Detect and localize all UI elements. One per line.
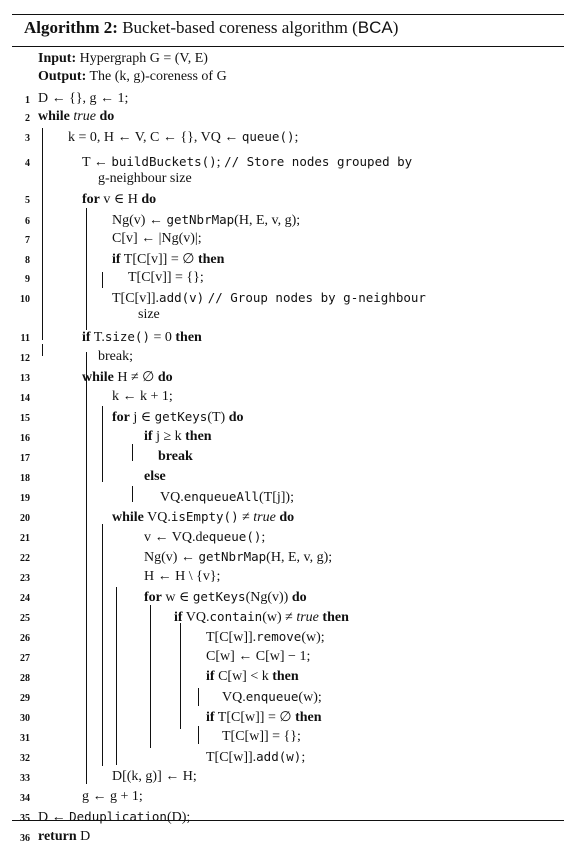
line-number: 12: [20, 353, 30, 364]
line-number: 9: [25, 274, 30, 285]
code-line: [12, 306, 564, 326]
code-line: [12, 568, 564, 588]
line-number: 28: [20, 673, 30, 684]
algorithm-abbrev: BCA: [357, 18, 393, 37]
code-line: [12, 368, 564, 388]
code-text: if T.size() = 0 then: [82, 329, 202, 345]
code-line: [12, 468, 564, 488]
code-line: [12, 588, 564, 608]
indent-guide: [86, 352, 87, 784]
indent-guide: [150, 605, 151, 748]
code-line: [12, 688, 564, 708]
code-text: C[w] ← C[w] − 1;: [206, 649, 311, 664]
code-text: size: [138, 307, 160, 322]
line-number: 2: [25, 113, 30, 124]
line-number: 30: [20, 713, 30, 724]
code-line: [12, 528, 564, 548]
line-number: 24: [20, 593, 30, 604]
output-line: [12, 68, 564, 88]
indent-guide: [132, 486, 133, 502]
line-number: 11: [20, 333, 30, 344]
code-line: [12, 768, 564, 788]
top-rule: [12, 14, 564, 15]
code-line: [12, 128, 564, 148]
code-text: T[C[w]].add(w);: [206, 749, 306, 765]
code-line: [12, 828, 564, 848]
code-line: [12, 108, 564, 128]
code-line: [12, 628, 564, 648]
indent-guide: [102, 524, 103, 766]
line-number: 3: [25, 133, 30, 144]
algorithm-box: [12, 8, 564, 844]
code-text: H ← H \ {v};: [144, 569, 221, 584]
code-line: [12, 269, 564, 289]
code-text: return D: [38, 829, 91, 844]
code-text: while H ≠ ∅ do: [82, 370, 173, 385]
code-text: T[C[w]] = {};: [222, 729, 301, 744]
code-text: else: [144, 469, 166, 484]
line-number: 31: [20, 733, 30, 744]
code-line: [12, 448, 564, 468]
code-line: [12, 608, 564, 628]
indent-guide: [116, 587, 117, 765]
indent-guide: [102, 406, 103, 482]
line-number: 35: [20, 813, 30, 824]
line-number: 16: [20, 433, 30, 444]
code-text: for w ∈ getKeys(Ng(v)) do: [144, 589, 307, 605]
input-line: [12, 50, 564, 70]
indent-guide: [42, 128, 43, 340]
code-text: T[C[v]].add(v) // Group nodes by g-neighbour: [112, 290, 426, 306]
bottom-rule: [12, 820, 564, 821]
code-line: [12, 250, 564, 270]
code-text: T[C[v]] = {};: [128, 270, 204, 285]
line-number: 15: [20, 413, 30, 424]
code-line: [12, 388, 564, 408]
line-number: 21: [20, 533, 30, 544]
code-line: [12, 808, 564, 828]
code-text: for j ∈ getKeys(T) do: [112, 409, 244, 425]
code-line: [12, 748, 564, 768]
line-number: 18: [20, 473, 30, 484]
algorithm-title-close: ): [392, 18, 399, 37]
indent-guide: [132, 444, 133, 461]
line-number: 27: [20, 653, 30, 664]
line-number: 20: [20, 513, 30, 524]
code-text: VQ.enqueue(w);: [222, 689, 322, 705]
line-number: 25: [20, 613, 30, 624]
code-line: [12, 488, 564, 508]
code-text: k ← k + 1;: [112, 389, 173, 404]
code-line: [12, 211, 564, 231]
code-line: [12, 728, 564, 748]
indent-guide: [198, 688, 199, 706]
output-label: Output:: [38, 69, 87, 84]
code-text: D ← {}, g ← 1;: [38, 91, 129, 106]
line-number: 29: [20, 693, 30, 704]
line-number: 1: [25, 95, 30, 106]
code-line: [12, 230, 564, 250]
code-text: k = 0, H ← V, C ← {}, VQ ← queue();: [68, 129, 299, 145]
code-line: [12, 548, 564, 568]
code-line: [12, 170, 564, 190]
code-text: g ← g + 1;: [82, 789, 143, 804]
code-line: [12, 708, 564, 728]
output-text: The (k, g)-coreness of G: [89, 69, 227, 84]
code-text: break;: [98, 349, 133, 364]
line-number: 7: [25, 235, 30, 246]
code-text: for v ∈ H do: [82, 192, 157, 207]
line-number: 14: [20, 393, 30, 404]
code-text: D[(k, g)] ← H;: [112, 769, 197, 784]
code-text: g-neighbour size: [98, 171, 192, 186]
code-line: [12, 508, 564, 528]
algorithm-label: Algorithm 2:: [24, 18, 118, 37]
code-text: D ← Deduplication(D);: [38, 809, 191, 825]
code-text: if VQ.contain(w) ≠ true then: [174, 609, 349, 625]
indent-guide: [180, 623, 181, 729]
title-rule: [12, 46, 564, 47]
code-line: [12, 648, 564, 668]
algorithm-title: [24, 18, 398, 38]
input-text: Hypergraph G = (V, E): [79, 51, 208, 66]
line-number: 6: [25, 216, 30, 227]
line-number: 33: [20, 773, 30, 784]
code-text: VQ.enqueueAll(T[j]);: [160, 489, 294, 505]
code-line: [12, 90, 564, 110]
line-number: 22: [20, 553, 30, 564]
code-text: Ng(v) ← getNbrMap(H, E, v, g);: [112, 212, 301, 228]
line-number: 4: [25, 158, 30, 169]
input-label: Input:: [38, 51, 77, 66]
code-line: [12, 190, 564, 210]
code-text: v ← VQ.dequeue();: [144, 529, 266, 545]
line-number: 13: [20, 373, 30, 384]
code-text: Ng(v) ← getNbrMap(H, E, v, g);: [144, 549, 333, 565]
indent-guide: [198, 726, 199, 744]
code-text: while VQ.isEmpty() ≠ true do: [112, 509, 295, 525]
code-text: if j ≥ k then: [144, 429, 212, 444]
code-line: [12, 408, 564, 428]
line-number: 10: [20, 294, 30, 305]
code-text: if T[C[v]] = ∅ then: [112, 252, 225, 267]
indent-guide: [42, 344, 43, 356]
line-number: 23: [20, 573, 30, 584]
algorithm-title-text: Bucket-based coreness algorithm (: [122, 18, 358, 37]
code-text: C[v] ← |Ng(v)|;: [112, 231, 202, 246]
code-line: [12, 788, 564, 808]
code-line: [12, 328, 564, 348]
code-line: [12, 348, 564, 368]
line-number: 17: [20, 453, 30, 464]
line-number: 26: [20, 633, 30, 644]
line-number: 5: [25, 195, 30, 206]
indent-guide: [86, 208, 87, 330]
line-number: 36: [20, 833, 30, 844]
code-text: if T[C[w]] = ∅ then: [206, 710, 322, 725]
line-number: 8: [25, 255, 30, 266]
code-text: if C[w] < k then: [206, 669, 299, 684]
code-text: T[C[w]].remove(w);: [206, 629, 325, 645]
line-number: 32: [20, 753, 30, 764]
indent-guide: [102, 272, 103, 288]
code-text: break: [158, 449, 193, 464]
line-number: 34: [20, 793, 30, 804]
code-line: [12, 428, 564, 448]
code-text: T ← buildBuckets(); // Store nodes grouped by: [82, 154, 413, 170]
code-line: [12, 668, 564, 688]
line-number: 19: [20, 493, 30, 504]
code-text: while true do: [38, 109, 115, 124]
